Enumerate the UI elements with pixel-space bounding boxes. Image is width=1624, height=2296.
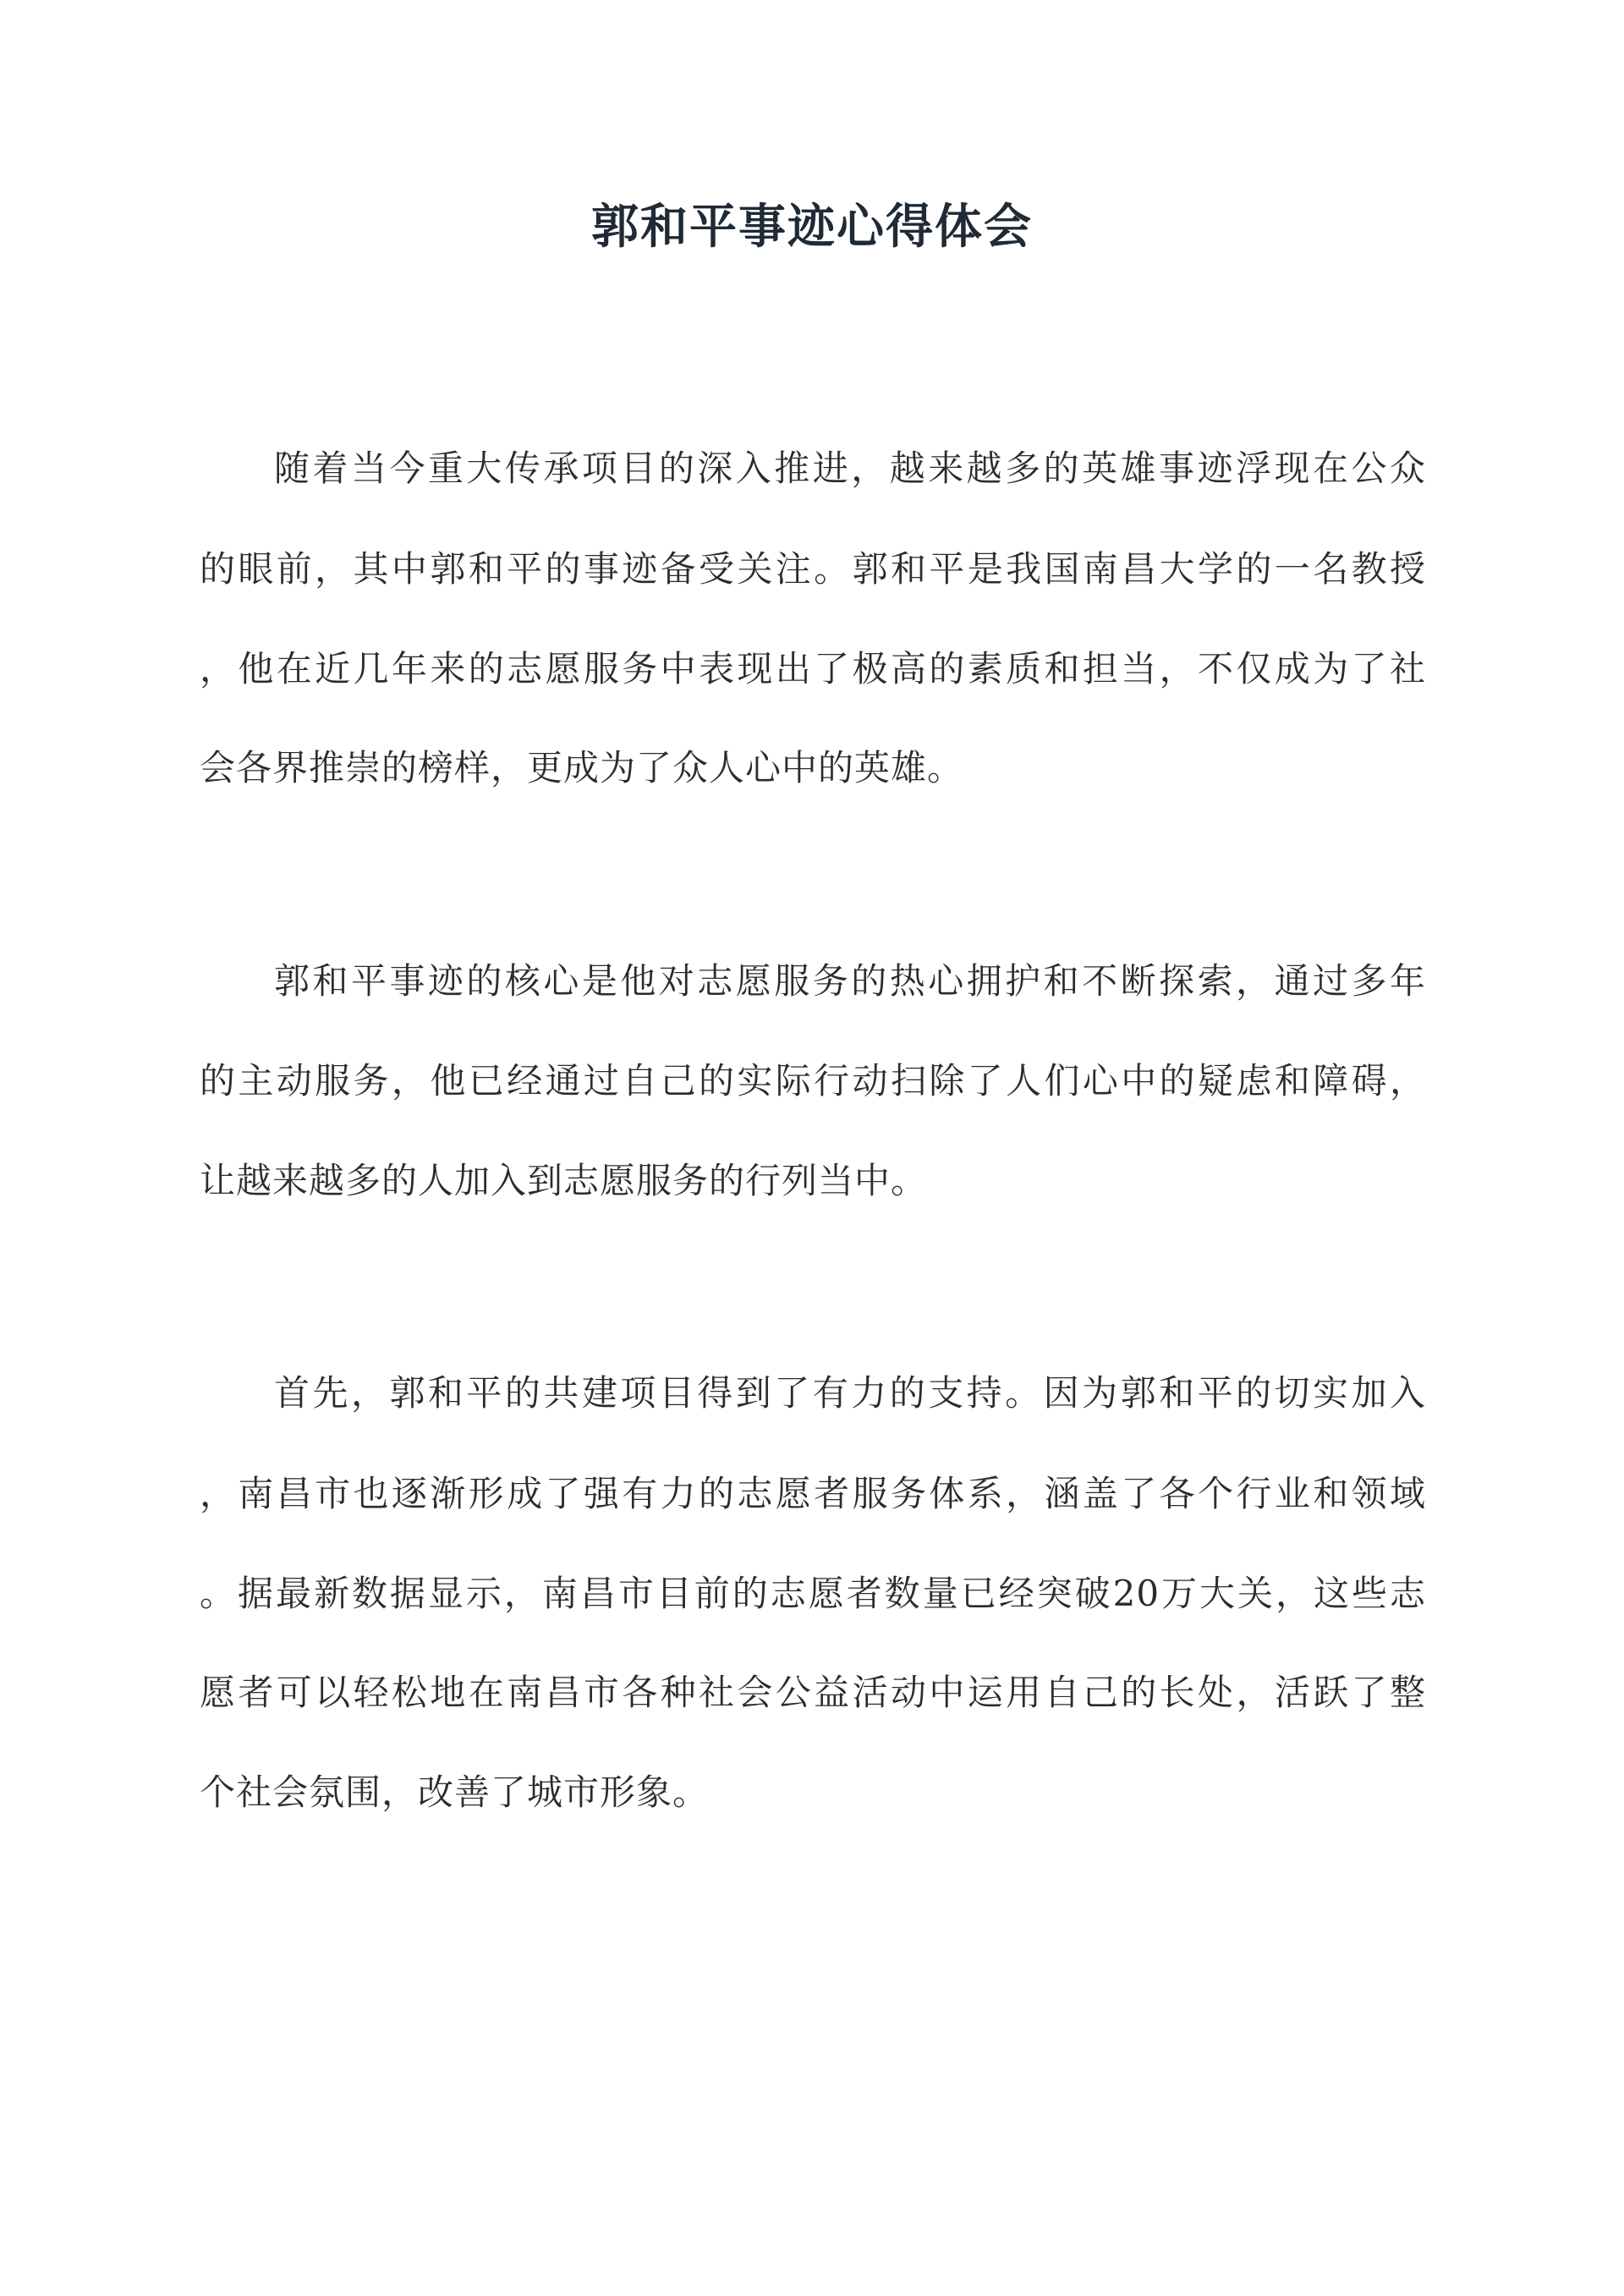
paragraph-3-line-3: 。据最新数据显示，南昌市目前的志愿者数量已经突破20万大关，这些志 xyxy=(200,1573,1426,1614)
paragraph-1-line-2: 的眼前，其中郭和平的事迹备受关注。郭和平是我国南昌大学的一名教授 xyxy=(200,548,1426,590)
paragraph-2-line-2: 的主动服务，他已经通过自己的实际行动扫除了人们心中的疑虑和障碍， xyxy=(200,1060,1426,1101)
paragraph-1-line-3: ，他在近几年来的志愿服务中表现出了极高的素质和担当，不仅成为了社 xyxy=(200,648,1426,689)
paragraph-1-line-4: 会各界推崇的榜样，更成为了众人心中的英雄。 xyxy=(200,747,964,788)
paragraph-3-line-5: 个社会氛围，改善了城市形象。 xyxy=(200,1771,710,1813)
paragraph-1-line-1: 随着当今重大传承项目的深入推进，越来越多的英雄事迹浮现在公众 xyxy=(274,448,1426,489)
paragraph-3-line-2: ，南昌市也逐渐形成了强有力的志愿者服务体系，涵盖了各个行业和领域 xyxy=(200,1473,1426,1514)
paragraph-3-line-4: 愿者可以轻松地在南昌市各种社会公益活动中运用自己的长处，活跃了整 xyxy=(200,1672,1426,1713)
paragraph-3-line-1: 首先，郭和平的共建项目得到了有力的支持。因为郭和平的切实加入 xyxy=(274,1372,1426,1414)
document-title: 郭和平事迹心得体会 xyxy=(591,199,1033,255)
paragraph-2-line-1: 郭和平事迹的核心是他对志愿服务的热心拥护和不断探索，通过多年 xyxy=(274,960,1426,1002)
paragraph-2-line-3: 让越来越多的人加入到志愿服务的行列当中。 xyxy=(200,1160,928,1201)
